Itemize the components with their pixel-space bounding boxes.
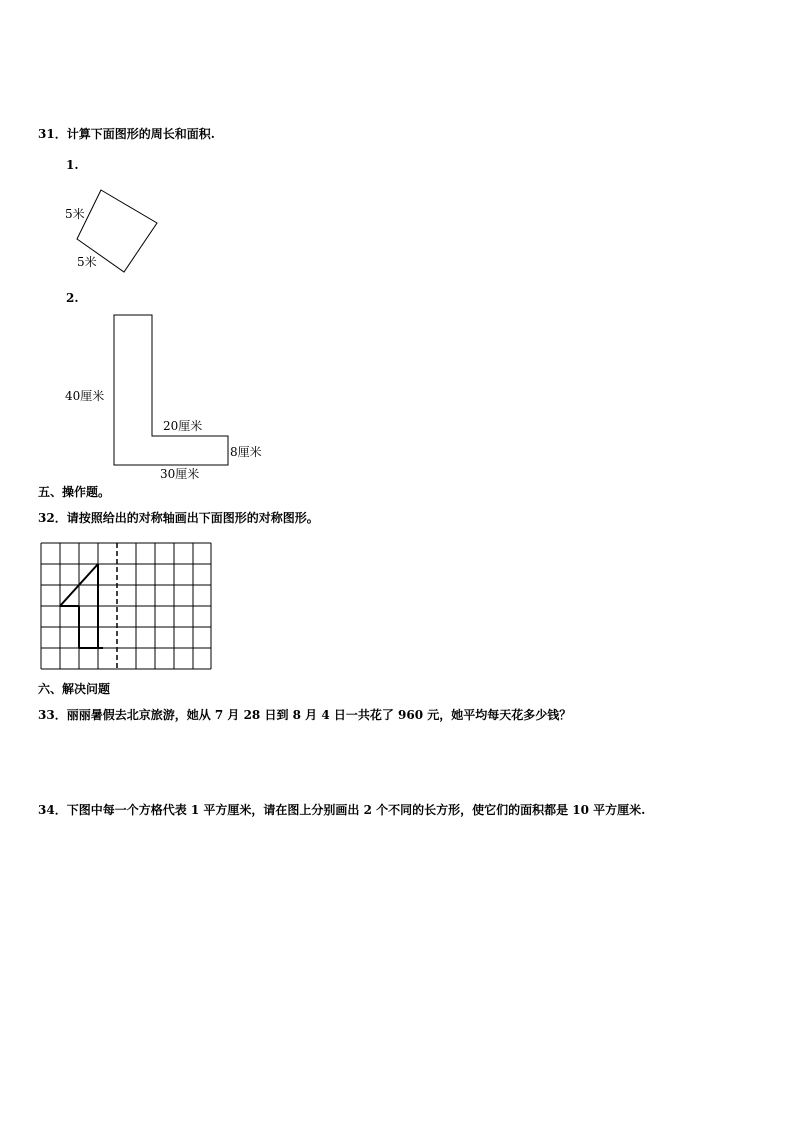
grid-lines [41, 543, 211, 669]
q32-title: 请按照给出的对称轴画出下面图形的对称图形。 [66, 511, 319, 525]
q33-number: 33． [38, 708, 67, 722]
square-label-bottom: 5米 [77, 255, 97, 269]
l-label-inner: 20厘米 [163, 419, 203, 433]
q34-number: 34． [38, 803, 67, 817]
q31-title: 计算下面图形的周长和面积. [66, 127, 215, 141]
q32-heading [38, 511, 319, 525]
q34-heading [38, 803, 645, 817]
l-label-height: 40厘米 [65, 389, 105, 403]
given-figure [60, 564, 103, 648]
q33-heading [38, 708, 571, 722]
l-label-right: 8厘米 [230, 445, 262, 459]
q31-number: 31． [38, 127, 67, 141]
q32-number: 32． [38, 511, 67, 525]
l-label-bottom: 30厘米 [160, 467, 200, 481]
q34-text: 下图中每一个方格代表 1 平方厘米，请在图上分别画出 2 个不同的长方形，使它们的面积都是 10 平方厘米. [66, 803, 646, 817]
square-label-left: 5米 [65, 207, 85, 221]
q31-heading [38, 127, 215, 141]
section6-heading: 六、解决问题 [38, 682, 111, 696]
q31-part2-index: 2. [66, 291, 79, 305]
q33-text: 丽丽暑假去北京旅游，她从 7 月 28 日到 8 月 4 日一共花了 960 元，她平均每天花多少钱？ [66, 708, 572, 722]
l-shape [114, 315, 228, 465]
section5-heading: 五、操作题。 [38, 485, 111, 499]
q31-part1-index: 1. [66, 158, 79, 172]
